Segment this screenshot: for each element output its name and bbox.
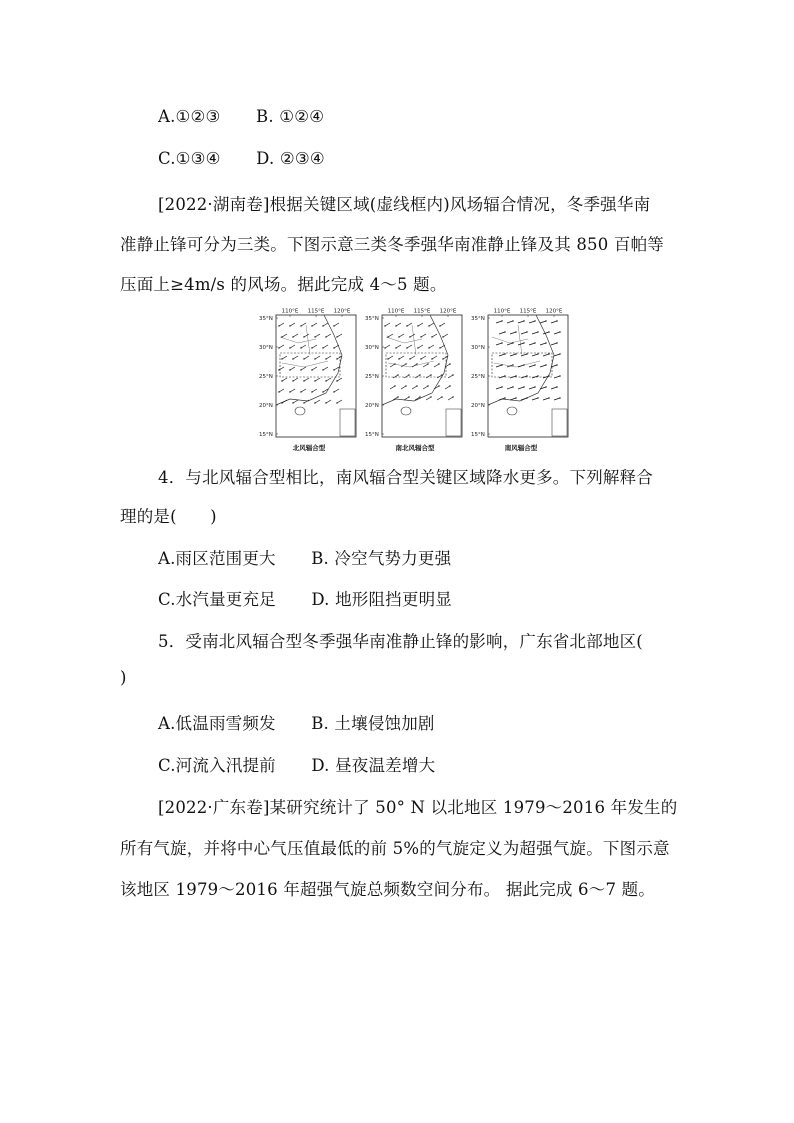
wind-arrow-head	[438, 363, 439, 364]
wind-arrow-head	[504, 353, 505, 354]
wind-arrow-head	[523, 342, 524, 343]
lon-tick-label: 110°E	[387, 308, 405, 315]
wind-arrow-head	[442, 358, 443, 359]
lat-tick-label: 30°N	[365, 345, 379, 351]
wind-arrow-head	[303, 336, 304, 337]
wind-arrow-head	[300, 369, 301, 370]
wind-arrow-head	[281, 336, 282, 337]
wind-arrow-head	[526, 331, 527, 332]
wind-arrow-head	[292, 380, 293, 381]
wind-arrow-head	[523, 320, 524, 321]
wind-arrow-head	[427, 363, 428, 364]
lon-tick-label: 110°E	[493, 308, 511, 315]
wind-arrow-head	[559, 397, 560, 398]
q5-options-row-1	[158, 710, 435, 734]
wind-arrow-head	[397, 396, 398, 397]
wind-arrow-head	[417, 347, 418, 348]
wind-arrow-head	[336, 358, 337, 359]
q4-option-c: C.水汽量更充足	[158, 590, 276, 609]
wind-arrow-head	[431, 358, 432, 359]
wind-arrow-head	[322, 347, 323, 348]
wind-arrow-head	[556, 386, 557, 387]
wind-arrow-head	[289, 347, 290, 348]
wind-arrow-head	[548, 331, 549, 332]
wind-arrow-head	[303, 358, 304, 359]
wind-arrow-head	[300, 325, 301, 326]
hunan-intro-line-3: 压面上≥4m/s 的风场。据此完成 4～5 题。	[120, 275, 447, 294]
q4-stem-line-2: 理的是( )	[120, 507, 217, 526]
wind-arrow-head	[559, 331, 560, 332]
lat-tick-label: 35°N	[259, 316, 273, 322]
wind-arrow-head	[452, 396, 453, 397]
wind-arrow-head	[504, 331, 505, 332]
wind-arrow-head	[292, 402, 293, 403]
wind-arrow-head	[537, 353, 538, 354]
wind-arrow-head	[537, 331, 538, 332]
q3-options-row-2	[158, 149, 325, 168]
map-panel-north-south	[364, 307, 466, 452]
wind-arrow-head	[556, 342, 557, 343]
wind-arrow-head	[427, 385, 428, 386]
wind-arrow-head	[441, 396, 442, 397]
wind-arrow-head	[449, 363, 450, 364]
wind-arrow-head	[314, 380, 315, 381]
lat-tick-label: 15°N	[259, 432, 273, 438]
wind-arrow-head	[441, 374, 442, 375]
wind-arrow-head	[545, 320, 546, 321]
wind-arrow-head	[534, 386, 535, 387]
wind-arrow-head	[281, 380, 282, 381]
lon-tick-label: 120°E	[333, 308, 351, 315]
q5-option-c: C.河流入汛提前	[158, 756, 276, 775]
wind-arrow-head	[515, 353, 516, 354]
wind-arrow-head	[322, 325, 323, 326]
wind-arrow-head	[537, 397, 538, 398]
wind-arrow-head	[409, 336, 410, 337]
wind-arrow-head	[325, 358, 326, 359]
lon-tick-label: 120°E	[439, 308, 457, 315]
map-caption-north: 北风辐合型	[292, 444, 326, 452]
map-panel-south	[470, 307, 572, 452]
wind-arrow-head	[523, 386, 524, 387]
wind-arrow-head	[405, 363, 406, 364]
wind-arrow-head	[526, 375, 527, 376]
wind-map-north	[258, 307, 360, 452]
wind-arrow-head	[387, 358, 388, 359]
wind-arrow-head	[394, 363, 395, 364]
wind-arrow-head	[438, 385, 439, 386]
wind-arrow-head	[289, 391, 290, 392]
wind-arrow-head	[395, 325, 396, 326]
wind-arrow-head	[545, 342, 546, 343]
wind-arrow-head	[333, 347, 334, 348]
wind-arrow-head	[548, 353, 549, 354]
wind-arrow-head	[336, 336, 337, 337]
wind-arrow-head	[311, 347, 312, 348]
wind-arrow-head	[314, 336, 315, 337]
wind-map-north-south	[364, 307, 466, 452]
wind-arrow-head	[526, 397, 527, 398]
wind-arrow-head	[325, 336, 326, 337]
q5-stem-line-2: )	[120, 668, 127, 687]
wind-arrow-head	[515, 397, 516, 398]
lon-tick-label: 115°E	[519, 308, 537, 315]
wind-arrow-head	[534, 342, 535, 343]
wind-arrow-head	[504, 397, 505, 398]
wind-arrow-head	[325, 380, 326, 381]
q5-option-d: D. 昼夜温差增大	[311, 756, 436, 775]
lat-tick-label: 25°N	[471, 374, 485, 380]
wind-arrow-head	[333, 369, 334, 370]
q4-options-row-2	[158, 586, 452, 610]
lat-tick-label: 20°N	[471, 403, 485, 409]
wind-arrow-head	[289, 325, 290, 326]
inset-map	[446, 409, 461, 436]
wind-arrow-head	[449, 385, 450, 386]
lat-tick-label: 35°N	[471, 316, 485, 322]
wind-arrow-head	[333, 325, 334, 326]
map-panel-north	[258, 307, 360, 452]
lon-tick-label: 110°E	[281, 308, 299, 315]
wind-arrow-head	[336, 402, 337, 403]
wind-arrow-head	[314, 358, 315, 359]
wind-arrow-head	[501, 342, 502, 343]
wind-arrow-head	[512, 342, 513, 343]
q4-option-d: D. 地形阻挡更明显	[311, 590, 452, 609]
wind-arrow-head	[416, 385, 417, 386]
lon-tick-label: 115°E	[413, 308, 431, 315]
wind-arrow-head	[395, 347, 396, 348]
wind-arrow-head	[278, 325, 279, 326]
wind-arrow-head	[397, 374, 398, 375]
lat-tick-label: 25°N	[259, 374, 273, 380]
wind-arrow-head	[303, 402, 304, 403]
wind-arrow-head	[512, 386, 513, 387]
q3-option-a: A.①②③	[158, 107, 221, 126]
wind-arrow-head	[394, 385, 395, 386]
wind-arrow-head	[431, 336, 432, 337]
wind-arrow-head	[419, 396, 420, 397]
wind-arrow-head	[406, 347, 407, 348]
wind-arrow-head	[439, 347, 440, 348]
wind-arrow-head	[406, 325, 407, 326]
lat-tick-label: 30°N	[259, 345, 273, 351]
lon-tick-label: 115°E	[307, 308, 325, 315]
wind-arrow-head	[430, 396, 431, 397]
guangdong-intro-line-3: 该地区 1979～2016 年超强气旋总频数空间分布。 据此完成 6～7 题。	[120, 880, 656, 899]
lat-tick-label: 30°N	[471, 345, 485, 351]
wind-arrow-head	[420, 336, 421, 337]
wind-arrow-head	[405, 385, 406, 386]
hunan-intro-line-1: [2022·湖南卷]根据关键区域(虚线框内)风场辐合情况，冬季强华南	[158, 195, 651, 214]
lat-tick-label: 25°N	[365, 374, 379, 380]
wind-arrow-head	[512, 320, 513, 321]
wind-field-figure	[258, 307, 580, 452]
wind-arrow-head	[523, 364, 524, 365]
q5-option-b: B. 土壤侵蚀加剧	[311, 714, 435, 733]
map-caption-north-south: 南北风辐合型	[395, 444, 435, 452]
wind-arrow-head	[409, 358, 410, 359]
wind-arrow-head	[408, 374, 409, 375]
wind-arrow-head	[303, 380, 304, 381]
wind-arrow-head	[384, 325, 385, 326]
q3-option-c: C.①③④	[158, 149, 221, 168]
wind-arrow-head	[417, 325, 418, 326]
map-caption-south: 南风辐合型	[504, 444, 538, 452]
wind-arrow-head	[325, 402, 326, 403]
wind-arrow-head	[322, 369, 323, 370]
wind-arrow-head	[430, 374, 431, 375]
wind-arrow-head	[556, 320, 557, 321]
wind-arrow-head	[534, 364, 535, 365]
wind-arrow-head	[419, 374, 420, 375]
wind-arrow-head	[545, 386, 546, 387]
guangdong-intro-line-1: [2022·广东卷]某研究统计了 50° N 以北地区 1979～2016 年发生的	[158, 798, 678, 817]
wind-arrow-head	[501, 364, 502, 365]
wind-map-south	[470, 307, 572, 452]
wind-arrow-head	[501, 386, 502, 387]
wind-arrow-head	[398, 358, 399, 359]
q3-option-d: D. ②③④	[256, 149, 325, 168]
lon-tick-label: 120°E	[545, 308, 563, 315]
wind-arrow-head	[387, 336, 388, 337]
wind-arrow-head	[311, 369, 312, 370]
q5-options-row-2	[158, 752, 435, 776]
wind-arrow-head	[336, 380, 337, 381]
wind-arrow-head	[548, 375, 549, 376]
lat-tick-label: 15°N	[365, 432, 379, 438]
wind-arrow-head	[515, 331, 516, 332]
wind-arrow-head	[559, 375, 560, 376]
wind-arrow-head	[278, 347, 279, 348]
wind-arrow-head	[292, 336, 293, 337]
lat-tick-label: 20°N	[365, 403, 379, 409]
lat-tick-label: 35°N	[365, 316, 379, 322]
wind-arrow-head	[333, 391, 334, 392]
wind-arrow-head	[289, 369, 290, 370]
q3-option-b: B. ①②④	[256, 107, 325, 126]
wind-arrow-head	[300, 347, 301, 348]
wind-arrow-head	[384, 347, 385, 348]
q4-option-b: B. 冷空气势力更强	[311, 549, 452, 568]
wind-arrow-head	[545, 364, 546, 365]
wind-arrow-head	[398, 336, 399, 337]
q5-option-a: A.低温雨雪频发	[158, 714, 276, 733]
wind-arrow-head	[556, 364, 557, 365]
q3-options-row-1	[158, 107, 324, 126]
inset-map	[552, 409, 567, 436]
wind-arrow-head	[504, 375, 505, 376]
wind-arrow-head	[534, 320, 535, 321]
wind-arrow-head	[322, 391, 323, 392]
wind-arrow-head	[515, 375, 516, 376]
wind-arrow-head	[439, 325, 440, 326]
wind-arrow-head	[408, 396, 409, 397]
wind-arrow-head	[428, 347, 429, 348]
wind-arrow-head	[548, 397, 549, 398]
wind-arrow-head	[420, 358, 421, 359]
hunan-intro-line-2: 准静止锋可分为三类。下图示意三类冬季强华南准静止锋及其 850 百帕等	[120, 235, 664, 254]
wind-arrow-head	[314, 402, 315, 403]
wind-arrow-head	[281, 402, 282, 403]
wind-arrow-head	[292, 358, 293, 359]
q4-stem-line-1: 4．与北风辐合型相比，南风辐合型关键区域降水更多。下列解释合	[158, 468, 653, 487]
wind-arrow-head	[300, 391, 301, 392]
wind-arrow-head	[442, 336, 443, 337]
wind-arrow-head	[501, 320, 502, 321]
wind-arrow-head	[416, 363, 417, 364]
wind-arrow-head	[559, 353, 560, 354]
lat-tick-label: 20°N	[259, 403, 273, 409]
q4-options-row-1	[158, 545, 451, 569]
wind-arrow-head	[311, 391, 312, 392]
wind-arrow-head	[452, 374, 453, 375]
guangdong-intro-line-2: 所有气旋，并将中心气压值最低的前 5%的气旋定义为超强气旋。下图示意	[120, 839, 670, 858]
wind-arrow-head	[278, 369, 279, 370]
wind-arrow-head	[278, 391, 279, 392]
wind-arrow-head	[512, 364, 513, 365]
lat-tick-label: 15°N	[471, 432, 485, 438]
inset-map	[340, 409, 355, 436]
wind-arrow-head	[526, 353, 527, 354]
q5-stem-line-1: 5．受南北风辐合型冬季强华南准静止锋的影响，广东省北部地区(	[158, 632, 643, 651]
q4-option-a: A.雨区范围更大	[158, 549, 276, 568]
wind-arrow-head	[428, 325, 429, 326]
wind-arrow-head	[311, 325, 312, 326]
wind-arrow-head	[281, 358, 282, 359]
wind-arrow-head	[537, 375, 538, 376]
